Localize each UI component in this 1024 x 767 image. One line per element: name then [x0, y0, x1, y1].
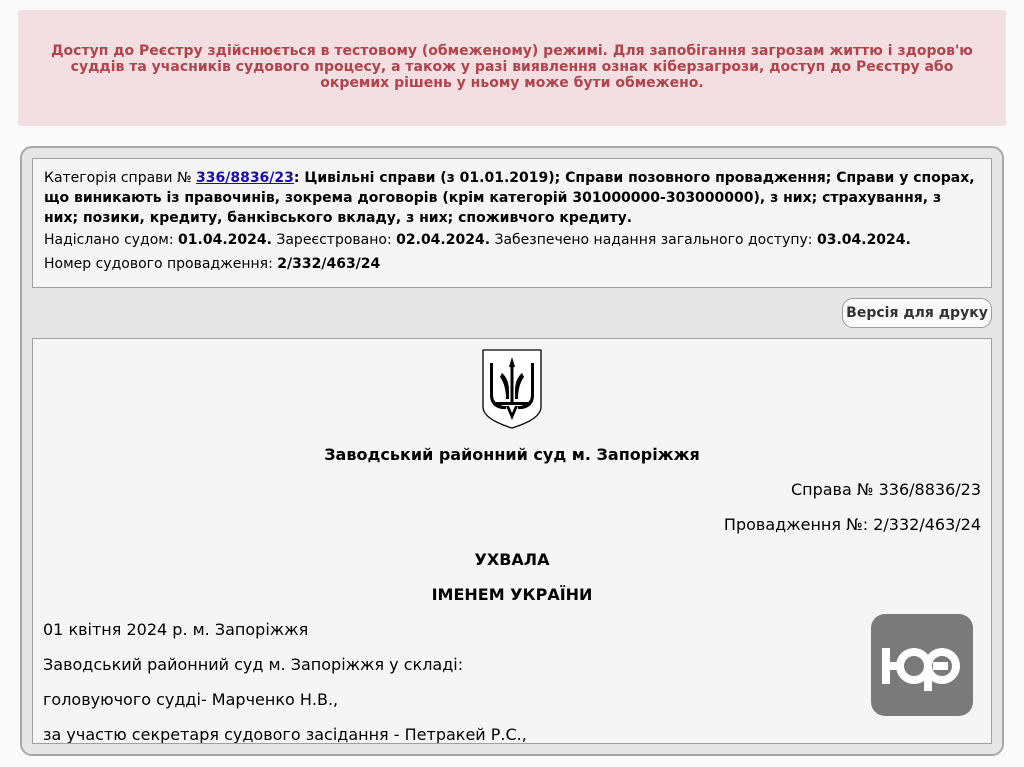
print-version-button[interactable]: Версія для друку — [842, 298, 992, 328]
yur-logo-glyph — [871, 614, 973, 716]
proceeding-number-line: Провадження №: 2/332/463/24 — [723, 515, 981, 534]
in-name-of-ukraine-heading: ІМЕНЕМ УКРАЇНИ — [431, 585, 593, 604]
document-type-heading: УХВАЛА — [474, 550, 550, 569]
proceeding-row — [44, 254, 980, 274]
access-notice-banner — [18, 10, 1006, 126]
date-place-line: 01 квітня 2024 р. м. Запоріжжя — [43, 620, 309, 639]
sent-label: Надіслано судом: — [44, 232, 174, 248]
access-label: Забезпечено надання загального доступу: — [494, 232, 813, 248]
decision-container — [20, 146, 1004, 756]
case-number-line: Справа № 336/8836/23 — [790, 480, 981, 499]
access-notice-text: Доступ до Реєстру здійснюється в тестовому (обмеженому) режимі. Для запобігання загрозам життю і здоров'ю суддів та учасників судового процесу, а також у разі виявлення ознак кіберзагрози, доступ до Реєстру або окремих рішень у ньому може бути обмежено. — [51, 43, 973, 91]
presiding-judge-line: головуючого судді- Марченко Н.В., — [43, 690, 339, 709]
yur-logo-icon[interactable] — [871, 614, 973, 716]
case-category-row — [44, 168, 980, 228]
court-composition-line: Заводський районний суд м. Запоріжжя у складі: — [43, 655, 464, 674]
court-secretary-line: за участю секретаря судового засідання - Петракей Р.С., — [43, 725, 527, 744]
decision-document — [32, 338, 992, 744]
proceeding-label: Номер судового провадження: — [44, 256, 273, 272]
case-info-panel — [32, 158, 992, 288]
court-name: Заводський районний суд м. Запоріжжя — [324, 445, 700, 464]
access-date: 03.04.2024. — [816, 232, 911, 248]
case-category-label: Категорія справи № — [44, 170, 192, 186]
registered-date: 02.04.2024. — [396, 232, 491, 248]
sent-date: 01.04.2024. — [178, 232, 272, 248]
proceeding-number: 2/332/463/24 — [277, 256, 381, 272]
case-dates-row — [44, 230, 980, 250]
trident-coat-of-arms-icon — [482, 349, 542, 429]
case-number-link[interactable]: 336/8836/23 — [196, 170, 294, 186]
case-category-text: : Цивільні справи (з 01.01.2019); Справи позовного провадження; Справи у спорах, що виникають із правочинів, зокрема договорів (крім категорій 301000000-303000000), з них; страхування, з них; позики, кредиту, банківського вкладу, з них; споживчого кредиту. — [44, 170, 975, 226]
registered-label: Зареєстровано: — [276, 232, 392, 248]
